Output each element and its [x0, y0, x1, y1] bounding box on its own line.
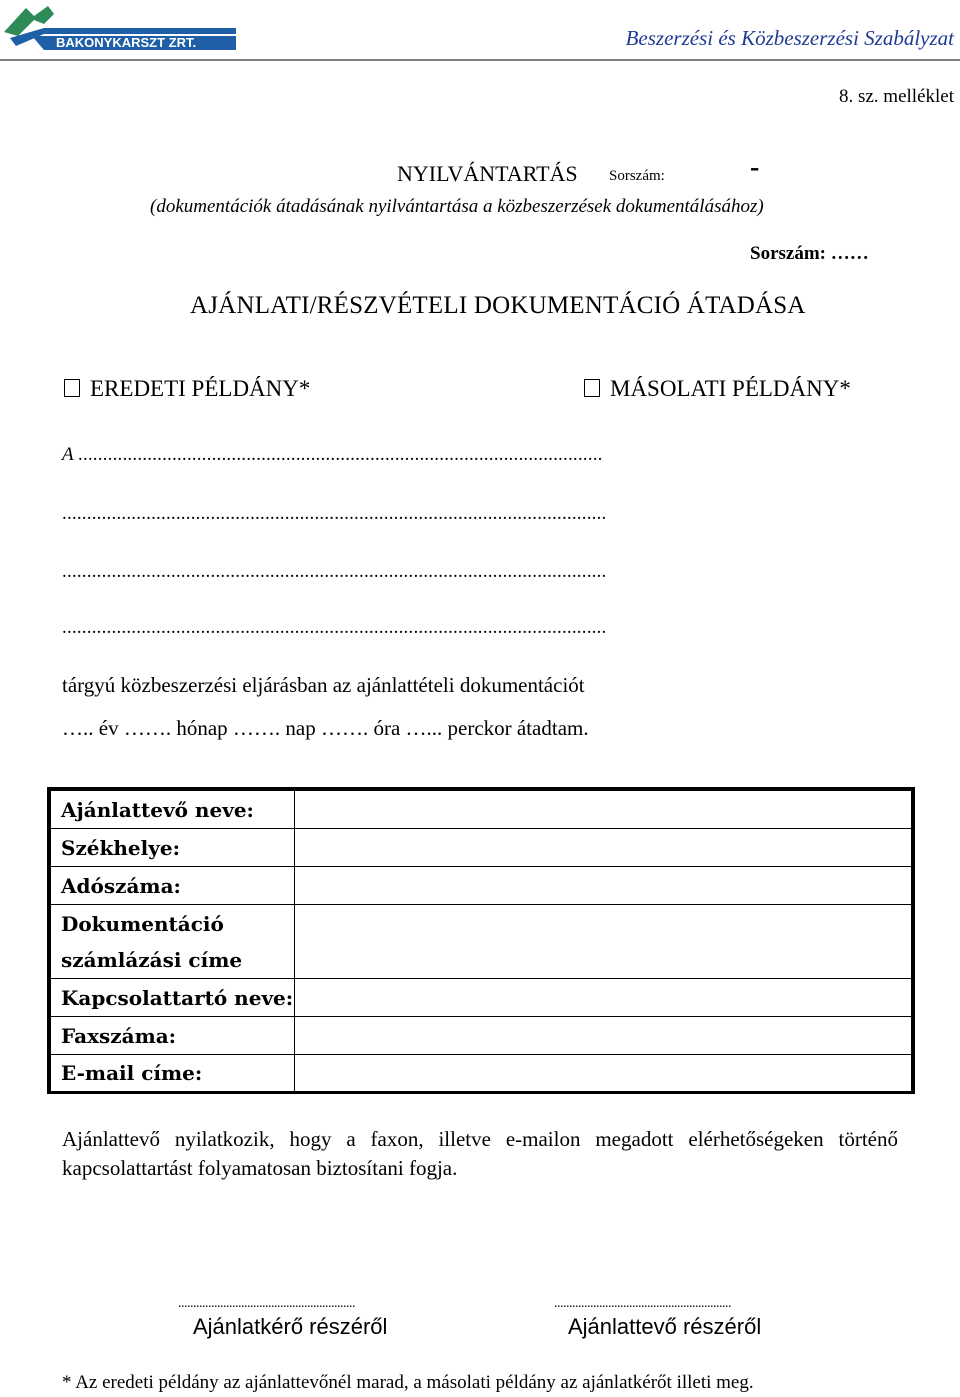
subject-dotted-line-2[interactable]: ..............................................................................................................	[62, 503, 607, 524]
contact-name-label: Kapcsolattartó neve:	[51, 979, 295, 1017]
table-row	[51, 867, 912, 905]
handover-time-line: ….. év ……. hónap ……. nap ……. óra …... perckor átadtam.	[62, 716, 589, 740]
seat-label: Székhelye:	[51, 829, 295, 867]
serial-number: Sorszám: ……	[750, 243, 869, 264]
register-serial-label: Sorszám:	[609, 168, 665, 184]
duplicate-copy-option[interactable]	[584, 376, 851, 402]
original-copy-label: EREDETI PÉLDÁNY*	[90, 376, 311, 401]
fax-number-label: Faxszáma:	[51, 1017, 295, 1055]
table-row	[51, 829, 912, 867]
duplicate-copy-label: MÁSOLATI PÉLDÁNY*	[610, 376, 851, 401]
table-row	[51, 791, 912, 829]
subject-dotted-line-4[interactable]: ..............................................................................................................	[62, 617, 607, 638]
tax-number-field[interactable]	[295, 867, 912, 905]
bidder-signature-line[interactable]: ...........................................................	[554, 1296, 731, 1311]
subject-dotted-line-1[interactable]: A ..........................................................................................................	[62, 444, 604, 465]
header-divider	[0, 59, 960, 61]
fax-number-field[interactable]	[295, 1017, 912, 1055]
checkbox-icon[interactable]	[64, 379, 80, 397]
client-signature-label: Ajánlatkérő részéről	[193, 1314, 388, 1339]
email-field[interactable]	[295, 1055, 912, 1092]
tax-number-label: Adószáma:	[51, 867, 295, 905]
bidder-declaration: Ajánlattevő nyilatkozik, hogy a faxon, illetve e-mailon megadott elérhetőségeken történő kapcsolattartást folyamatosan biztosítani fogja.	[62, 1127, 898, 1180]
annex-label: 8. sz. melléklet	[838, 86, 954, 107]
billing-address-field[interactable]	[295, 905, 912, 979]
subject-text: tárgyú közbeszerzési eljárásban az ajánlattételi dokumentációt	[62, 673, 585, 697]
bidder-details-table	[47, 787, 915, 1094]
register-subtitle: (dokumentációk átadásának nyilvántartása a közbeszerzések dokumentálásához)	[150, 196, 764, 217]
subject-dotted-line-3[interactable]: ..............................................................................................................	[62, 561, 607, 582]
table-row	[51, 1055, 912, 1092]
bidder-name-label: Ajánlattevő neve:	[51, 791, 295, 829]
billing-address-label	[51, 905, 295, 979]
document-header-title: Beszerzési és Közbeszerzési Szabályzat	[625, 26, 954, 50]
original-copy-option[interactable]	[64, 376, 310, 402]
footnote: * Az eredeti példány az ajánlattevőnél marad, a másolati példány az ajánlatkérőt illeti meg.	[62, 1372, 754, 1393]
billing-address-label-line1: Dokumentáció	[61, 911, 224, 936]
document-title: AJÁNLATI/RÉSZVÉTELI DOKUMENTÁCIÓ ÁTADÁSA	[190, 292, 806, 319]
table-row	[51, 979, 912, 1017]
client-signature-line[interactable]: ...........................................................	[178, 1296, 355, 1311]
seat-field[interactable]	[295, 829, 912, 867]
billing-address-label-line2: számlázási címe	[61, 947, 243, 972]
logo-text: BAKONYKARSZT ZRT.	[56, 35, 197, 50]
bidder-signature-label: Ajánlattevő részéről	[568, 1314, 762, 1339]
register-title: NYILVÁNTARTÁS	[397, 161, 578, 186]
email-label: E-mail címe:	[51, 1055, 295, 1092]
register-serial-dash: -	[750, 152, 760, 183]
table-row	[51, 1017, 912, 1055]
bidder-name-field[interactable]	[295, 791, 912, 829]
checkbox-icon[interactable]	[584, 379, 600, 397]
logo-mark-icon	[4, 6, 236, 50]
contact-name-field[interactable]	[295, 979, 912, 1017]
table-row	[51, 905, 912, 979]
company-logo	[4, 6, 236, 50]
